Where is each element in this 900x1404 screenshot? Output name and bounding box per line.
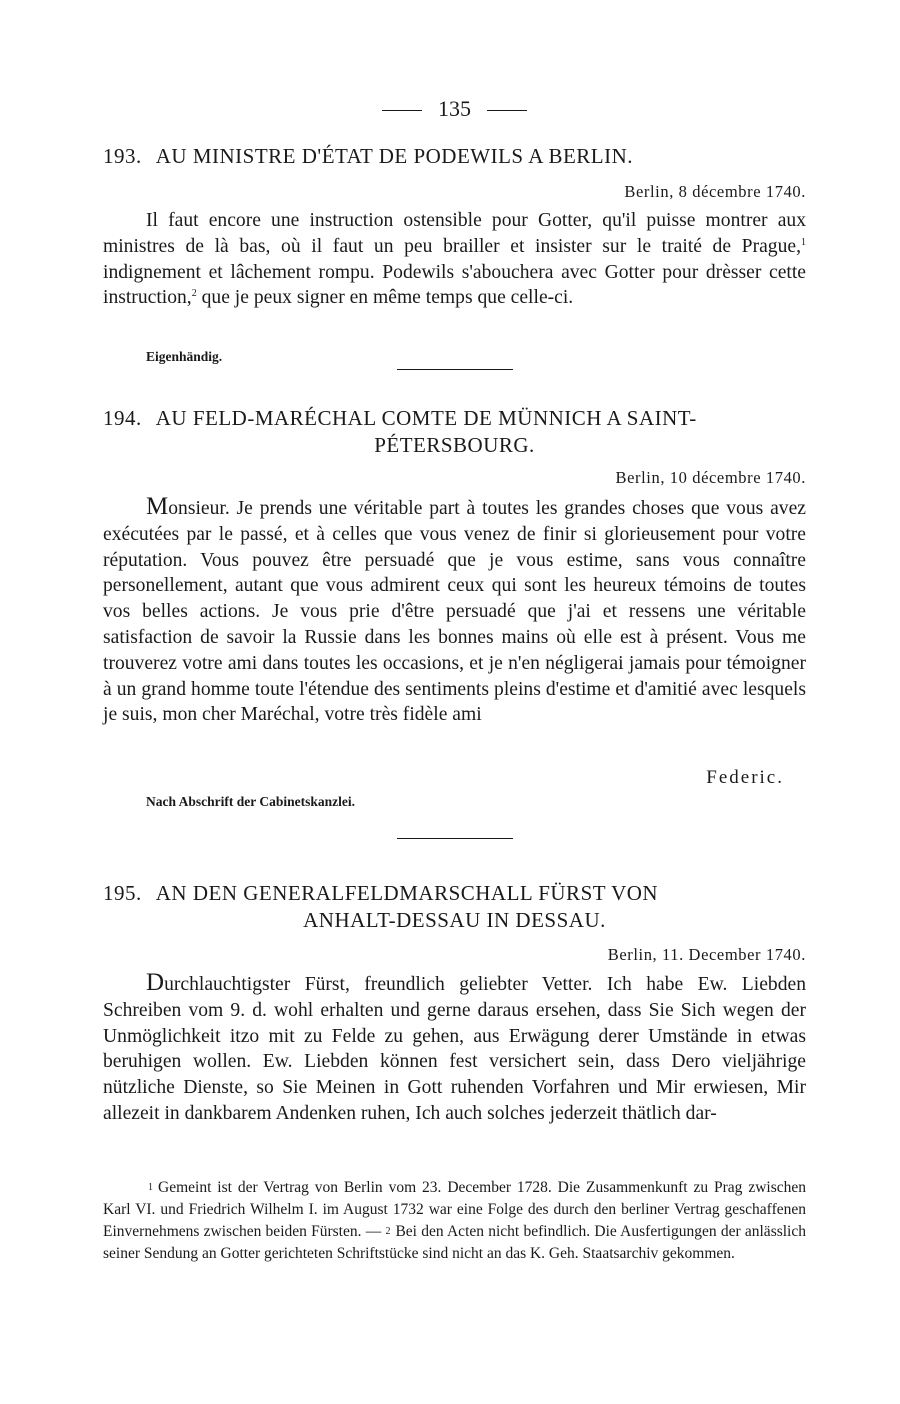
footnotes bbox=[103, 1177, 806, 1265]
letter-number: 195. bbox=[103, 881, 142, 905]
letter-title: AU MINISTRE D'ÉTAT DE PODEWILS A BERLIN. bbox=[155, 144, 634, 168]
letter-194-signature: Federic. bbox=[706, 767, 784, 788]
section-separator bbox=[397, 838, 513, 839]
letter-194-dateline: Berlin, 10 décembre 1740. bbox=[615, 468, 806, 487]
letter-193-source-note: Eigenhändig. bbox=[146, 349, 223, 364]
letter-193-heading bbox=[103, 143, 806, 170]
letter-194-heading bbox=[103, 405, 806, 459]
page-number-dash-left bbox=[382, 110, 422, 111]
footnote-ref-2: 2 bbox=[191, 288, 197, 300]
letter-194-body bbox=[103, 494, 806, 728]
page-number: 135 bbox=[438, 96, 471, 121]
letter-title-line2: ANHALT-DESSAU IN DESSAU. bbox=[303, 908, 606, 932]
letter-193-body-part: indignement et lâchement rompu. Podewils s'abouchera avec Gotter pour drèsser cette instruction, bbox=[103, 261, 806, 309]
footnote-marker-2: 2 bbox=[385, 1226, 391, 1237]
letter-193-body bbox=[103, 208, 806, 311]
letter-195-dateline: Berlin, 11. December 1740. bbox=[607, 945, 806, 964]
letter-title-line1: AU FELD-MARÉCHAL COMTE DE MÜNNICH A SAINT- bbox=[155, 406, 697, 430]
footnote-ref-1: 1 bbox=[801, 236, 806, 248]
section-separator bbox=[397, 369, 513, 370]
footnote-2-text: Bei den Acten nicht befindlich. Die Ausfertigungen der anlässlich seiner Sendung an Gotter gerichteten Schriftstücke sind nicht an das K. Geh. Staatsarchiv gekommen. bbox=[103, 1223, 806, 1262]
letter-193-dateline: Berlin, 8 décembre 1740. bbox=[624, 182, 806, 201]
letter-number: 193. bbox=[103, 144, 142, 168]
letter-194-source-note: Nach Abschrift der Cabinetskanzlei. bbox=[146, 794, 356, 809]
letter-195-body-text: urchlauchtigster Fürst, freundlich geliebter Vetter. Ich habe Ew. Liebden Schreiben vom 9. d. wohl erhalten und gerne daraus ersehen, dass Sie Sich wegen der Unmöglichkeit itzo mit zu Felde zu gehen, aus Erwägung derer Umstände in etwas beruhigen wollen. Ew. Liebden können fest versichert sein, dass Dero vieljährige nützliche Dienste, so Sie Meinen in Gott ruhenden Vorfahren und Mir erwiesen, Mir allezeit in dankbarem Andenken ruhen, Ich auch solches jederzeit thätlich dar- bbox=[103, 974, 806, 1124]
footnote-1-text: Gemeint ist der Vertrag von Berlin vom 23. December 1728. Die Zusammenkunft zu Prag zwischen Karl VI. und Friedrich Wilhelm I. im August 1732 war eine Folge des durch den berliner Vertrag geschaffenen Einvernehmens zwischen beiden Fürsten. — bbox=[103, 1179, 806, 1240]
footnote-marker-1: 1 bbox=[148, 1182, 153, 1193]
letter-195-initial: D bbox=[146, 969, 165, 996]
letter-195-body bbox=[103, 970, 806, 1127]
letter-194-initial: M bbox=[146, 493, 169, 520]
page-number-line bbox=[103, 96, 806, 122]
letter-194-body-text: onsieur. Je prends une véritable part à toutes les grandes choses que vous avez exécutées par le passé, et à celles que vous venez de finir si glorieusement pour votre réputation. Vous pouvez être persuadé que je vous estime, sans vous connaître personellement, autant que vous admirent ceux qui sont les heureux témoins de toutes vos belles actions. Je vous prie d'être persuadé que j'ai et ressens une véritable satisfaction de savoir la Russie dans les bonnes mains où elle est à présent. Vous me trouverez votre ami dans toutes les occasions, et je n'en négligerai jamais pour témoigner à un grand homme toute l'étendue des sentiments pleins d'estime et d'amitié avec lesquels je suis, mon cher Maréchal, votre très fidèle ami bbox=[103, 498, 806, 726]
letter-title-line2: PÉTERSBOURG. bbox=[374, 433, 535, 457]
letter-193-body-part: que je peux signer en même temps que celle-ci. bbox=[196, 287, 574, 309]
letter-195-heading bbox=[103, 880, 806, 934]
letter-193-body-part: Il faut encore une instruction ostensible pour Gotter, qu'il puisse montrer aux ministres de là bas, où il faut un peu brailler et insister sur le traité de Prague, bbox=[103, 210, 806, 257]
page-number-dash-right bbox=[487, 110, 527, 111]
letter-title-line1: AN DEN GENERALFELDMARSCHALL FÜRST VON bbox=[155, 881, 659, 905]
letter-number: 194. bbox=[103, 406, 142, 430]
